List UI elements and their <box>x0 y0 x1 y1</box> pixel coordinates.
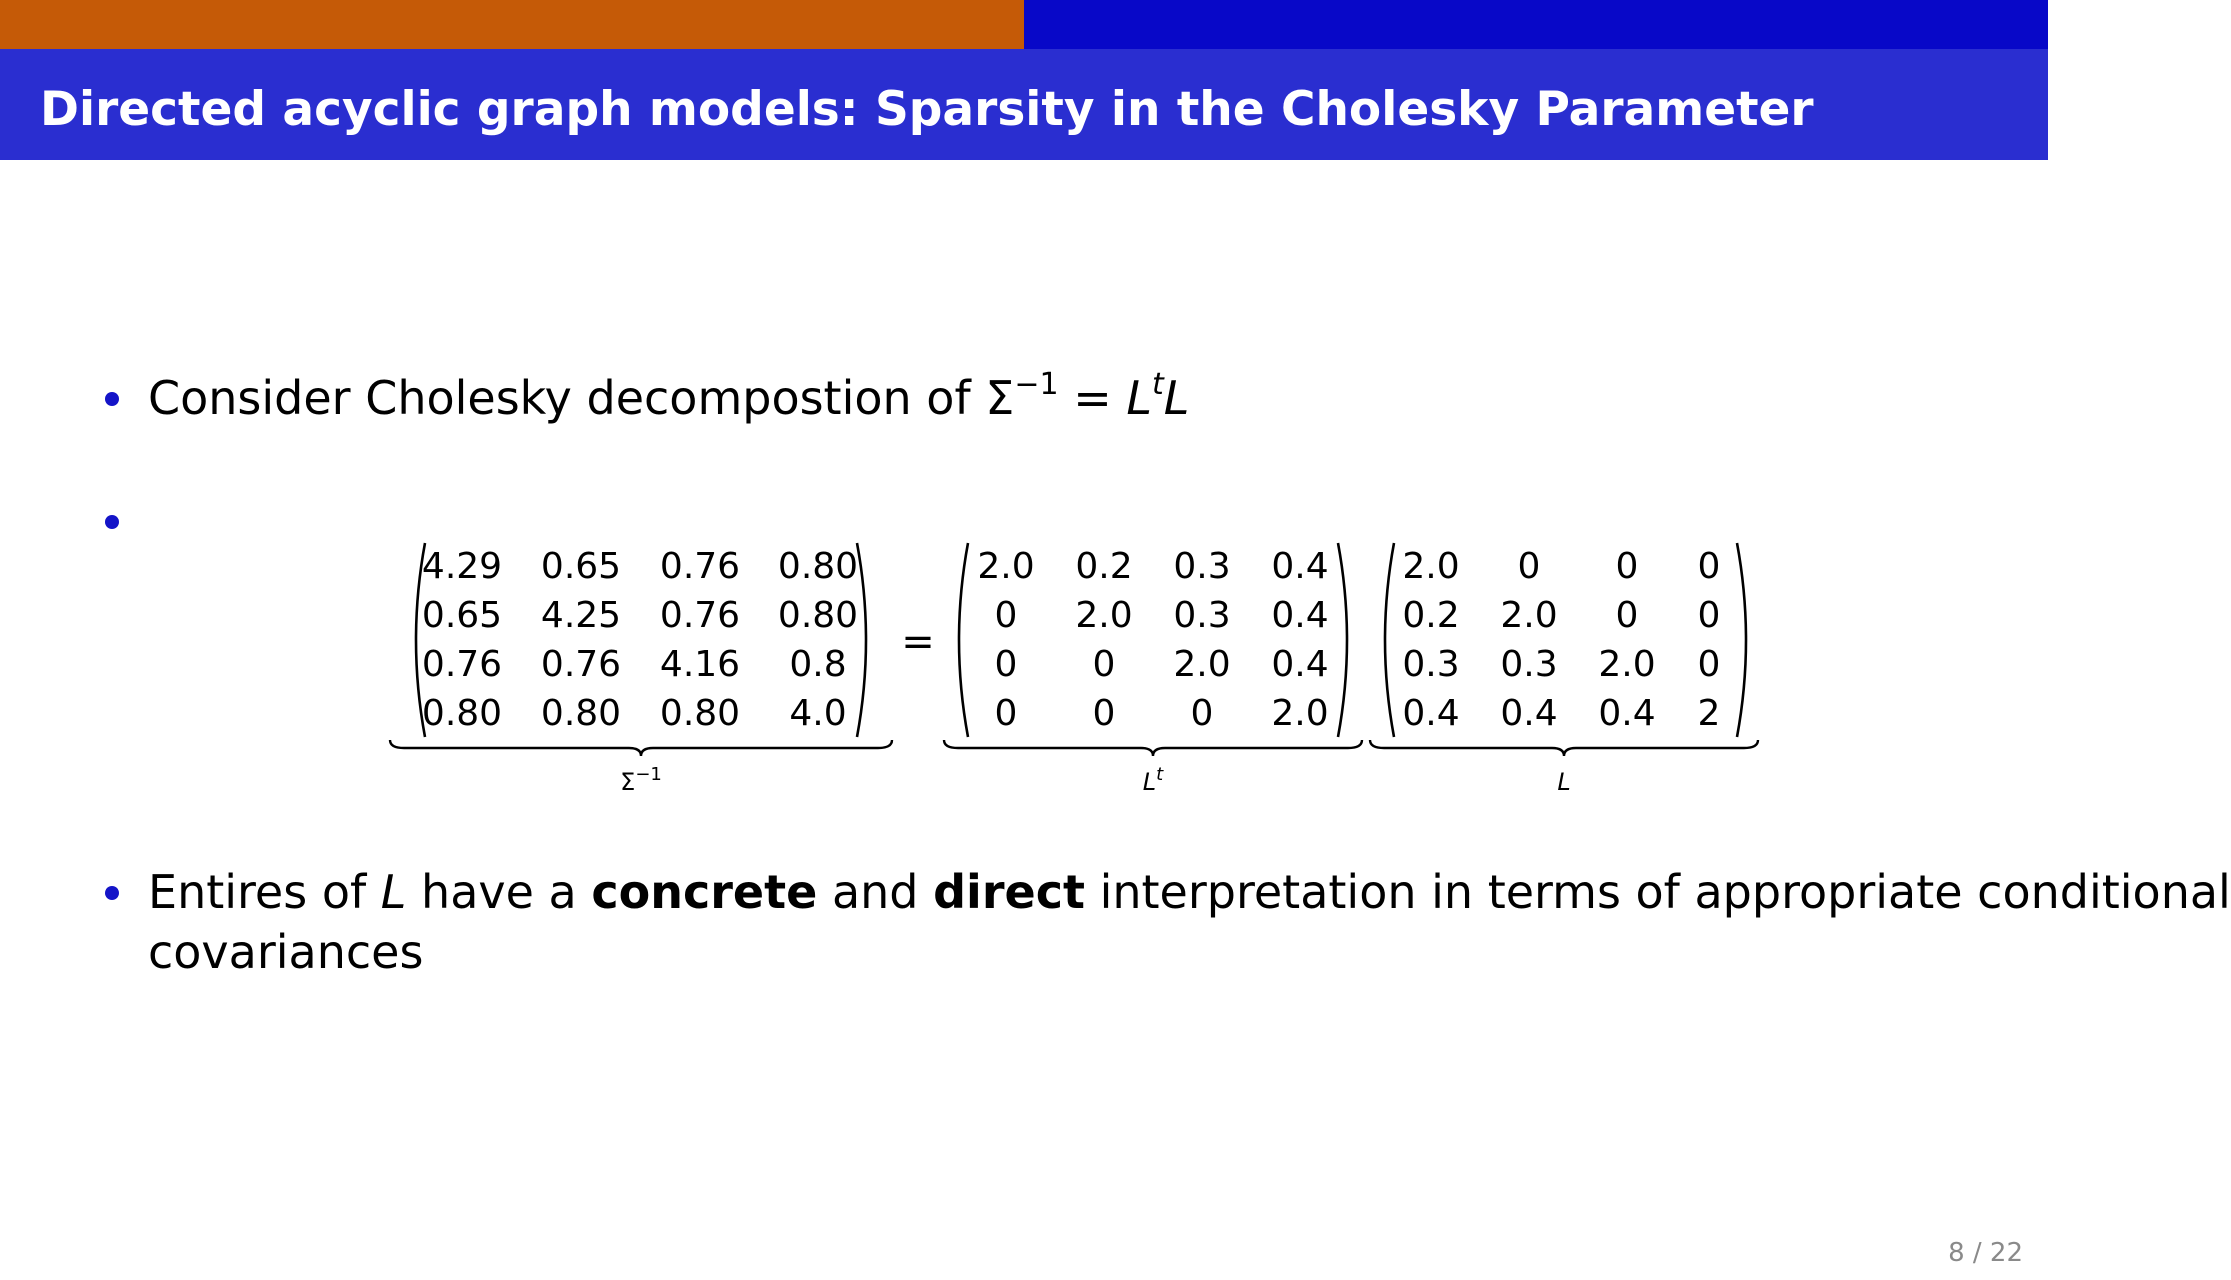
L-symbol: L <box>1163 371 1190 425</box>
matrix-2-cell-r4-c4: 2.0 <box>1271 693 1329 734</box>
matrix-2-cell-r2-c3: 0.3 <box>1173 595 1231 636</box>
matrix-2-left-paren <box>959 543 968 737</box>
bullet-1-text <box>148 368 1189 428</box>
matrix-2-cell-r1-c4: 0.4 <box>1271 546 1329 587</box>
matrix-3-cell-r1-c2: 0 <box>1517 546 1541 587</box>
matrix-1-underbrace <box>390 740 892 756</box>
matrix-1-cell-r4-c3: 0.80 <box>659 693 741 734</box>
matrix-3-cell-r3-c3: 2.0 <box>1598 644 1656 685</box>
matrix-3-cell-r2-c1: 0.2 <box>1402 595 1460 636</box>
matrix-3-cell-r1-c3: 0 <box>1615 546 1639 587</box>
matrix-1-cell-r1-c1: 4.29 <box>421 546 503 587</box>
matrix-2-cell-r4-c2: 0 <box>1092 693 1116 734</box>
matrix-2-cell-r3-c2: 0 <box>1092 644 1116 685</box>
matrix-2-cell-r2-c4: 0.4 <box>1271 595 1329 636</box>
page-number: 8 / 22 <box>1948 1238 2023 1268</box>
bold-concrete: concrete <box>591 865 818 919</box>
matrix-3-cell-r2-c2: 2.0 <box>1500 595 1558 636</box>
matrix-1-cell-r4-c1: 0.80 <box>421 693 503 734</box>
matrix-3-right-paren <box>1737 543 1746 737</box>
matrix-1-label: $\Sigma^{-1}$ <box>620 764 662 796</box>
matrix-1-cell-r3-c3: 4.16 <box>659 644 741 685</box>
bullet-3-line-2: covariances <box>148 925 424 979</box>
matrix-3-label: L <box>1557 768 1571 796</box>
matrix-2-right-paren <box>1338 543 1347 737</box>
matrix-3-underbrace <box>1370 740 1758 756</box>
matrix-2-label: $L^t$ <box>1142 764 1164 796</box>
matrix-1-cell-r4-c4: 4.0 <box>789 693 847 734</box>
matrix-1-cell-r2-c2: 4.25 <box>540 595 622 636</box>
bold-direct: direct <box>933 865 1085 919</box>
matrix-2-cell-r3-c3: 2.0 <box>1173 644 1231 685</box>
matrix-3-left-paren <box>1385 543 1394 737</box>
matrix-2-cell-r3-c1: 0 <box>994 644 1018 685</box>
matrix-3-cell-r1-c1: 2.0 <box>1402 546 1460 587</box>
matrix-1-cell-r3-c1: 0.76 <box>421 644 503 685</box>
L-transpose-base: L <box>1126 371 1153 425</box>
bullet-3-dot <box>105 886 119 900</box>
bullet-3-part3: and <box>817 865 934 919</box>
matrix-1-left-paren <box>416 543 425 737</box>
matrix-3-cell-r3-c2: 0.3 <box>1500 644 1558 685</box>
matrix-1-cell-r3-c4: 0.8 <box>789 644 847 685</box>
matrix-3-cell-r4-c3: 0.4 <box>1598 693 1656 734</box>
matrix-3-cell-r1-c4: 0 <box>1697 546 1721 587</box>
matrix-3-cell-r4-c4: 2 <box>1697 693 1721 734</box>
slide-title: Directed acyclic graph models: Sparsity in the Cholesky Parameter <box>40 82 1814 137</box>
matrix-3-cell-r3-c4: 0 <box>1697 644 1721 685</box>
matrix-2-cell-r2-c2: 2.0 <box>1075 595 1133 636</box>
bullet-1-dot <box>105 392 119 406</box>
matrix-equals-sign: = <box>901 619 935 665</box>
matrix-1-cell-r2-c3: 0.76 <box>659 595 741 636</box>
matrix-1-cell-r1-c4: 0.80 <box>777 546 859 587</box>
matrix-1-cell-r1-c2: 0.65 <box>540 546 622 587</box>
L-symbol-inline: L <box>380 865 407 919</box>
matrix-1-cell-r2-c1: 0.65 <box>421 595 503 636</box>
matrix-1-cell-r1-c3: 0.76 <box>659 546 741 587</box>
matrix-3-cell-r4-c2: 0.4 <box>1500 693 1558 734</box>
matrix-1-cell-r2-c4: 0.80 <box>777 595 859 636</box>
bullet-1-prefix: Consider Cholesky decompostion of <box>148 371 986 425</box>
matrix-2-cell-r4-c1: 0 <box>994 693 1018 734</box>
equals-sign: = <box>1058 371 1127 425</box>
header-orange-band <box>0 0 1024 49</box>
matrix-2-cell-r4-c3: 0 <box>1190 693 1214 734</box>
bullet-3-part1: Entires of <box>148 865 381 919</box>
matrix-3-cell-r3-c1: 0.3 <box>1402 644 1460 685</box>
bullet-3-line-1 <box>148 862 2231 922</box>
matrix-1-right-paren <box>857 543 866 737</box>
matrix-3-cell-r4-c1: 0.4 <box>1402 693 1460 734</box>
matrix-2-cell-r3-c4: 0.4 <box>1271 644 1329 685</box>
transpose-exponent: t <box>1152 366 1164 402</box>
matrix-2-cell-r1-c3: 0.3 <box>1173 546 1231 587</box>
matrix-2-underbrace <box>944 740 1362 756</box>
matrix-3-cell-r2-c3: 0 <box>1615 595 1639 636</box>
matrix-1-cell-r3-c2: 0.76 <box>540 644 622 685</box>
sigma-symbol: Σ <box>985 371 1015 425</box>
sigma-exponent: −1 <box>1014 366 1059 402</box>
bullet-3-part2: have a <box>406 865 592 919</box>
matrix-1-cell-r4-c2: 0.80 <box>540 693 622 734</box>
matrix-3-cell-r2-c4: 0 <box>1697 595 1721 636</box>
matrix-2-cell-r2-c1: 0 <box>994 595 1018 636</box>
bullet-2-dot <box>105 515 119 529</box>
matrix-2-cell-r1-c1: 2.0 <box>977 546 1035 587</box>
bullet-3-part4: interpretation in terms of appropriate conditional <box>1084 865 2231 919</box>
matrix-2-cell-r1-c2: 0.2 <box>1075 546 1133 587</box>
header-blue-band <box>1024 0 2048 49</box>
